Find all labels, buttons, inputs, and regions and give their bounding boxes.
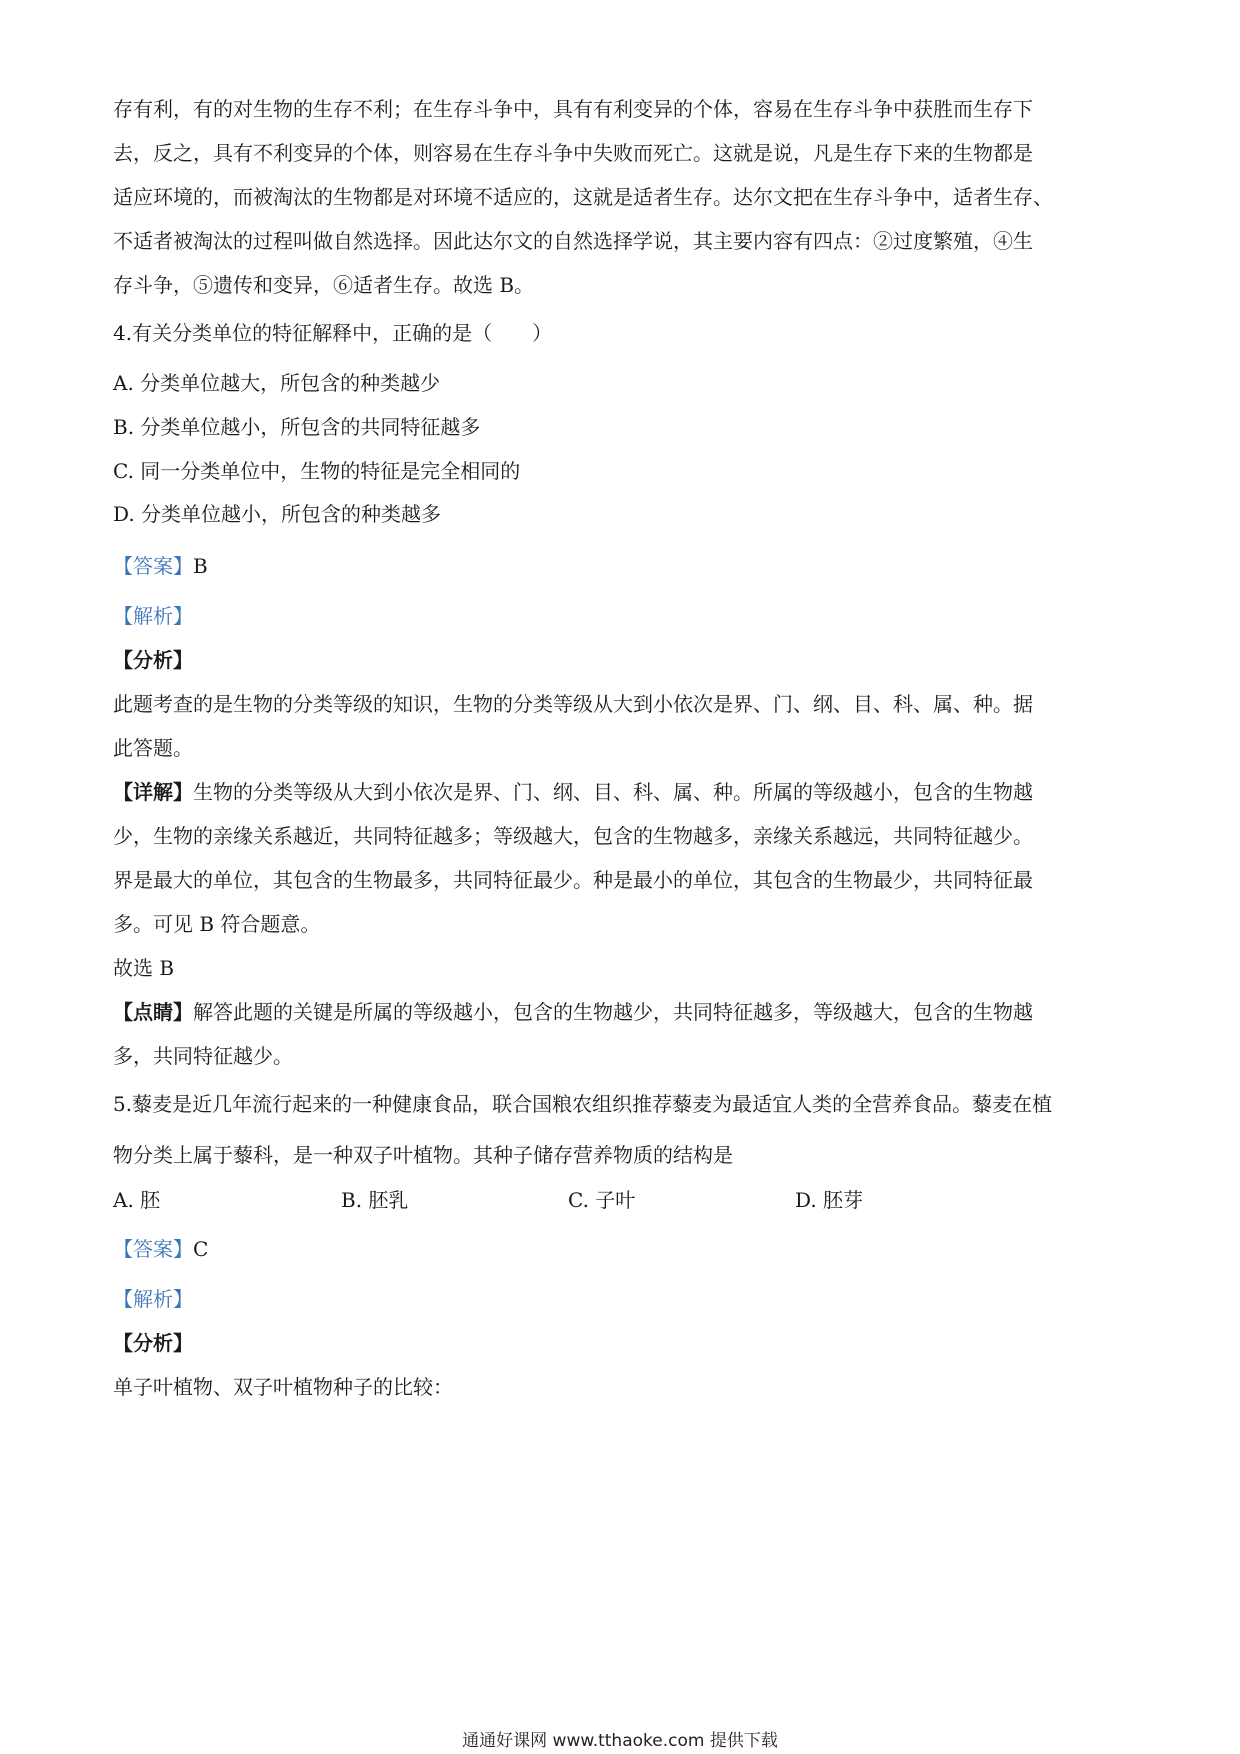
q5-fenxi-line: 单子叶植物、双子叶植物种子的比较：: [113, 1375, 453, 1399]
q4-option-b: B. 分类单位越小，所包含的共同特征越多: [113, 415, 481, 439]
q4-detail-line: [113, 779, 1033, 806]
q4-detail-line: 界是最大的单位，其包含的生物最多，共同特征最少。种是最小的单位，其包含的生物最少，共同特征最: [113, 868, 1033, 892]
intro-line: 存有利，有的对生物的生存不利；在生存斗争中，具有有利变异的个体，容易在生存斗争中获胜而生存下: [113, 97, 1033, 121]
q4-fenxi-tag: 【分析】: [113, 648, 193, 672]
q4-analysis-tag: 【解析】: [113, 604, 193, 628]
q4-answer: [113, 553, 208, 580]
answer-value: C: [193, 1237, 209, 1261]
q4-option-c: C. 同一分类单位中，生物的特征是完全相同的: [113, 459, 521, 483]
q4-detail-line: 少，生物的亲缘关系越近，共同特征越多；等级越大，包含的生物越多，亲缘关系越远，共同特征越少。: [113, 824, 1033, 848]
q5-analysis-tag: 【解析】: [113, 1287, 193, 1311]
tip-text: 解答此题的关键是所属的等级越小，包含的生物越少，共同特征越多，等级越大，包含的生物越: [193, 1000, 1033, 1024]
q5-fenxi-tag: 【分析】: [113, 1331, 193, 1355]
q4-option-a: A. 分类单位越大，所包含的种类越少: [113, 371, 441, 395]
intro-line: 去，反之，具有不利变异的个体，则容易在生存斗争中失败而死亡。这就是说，凡是生存下来的生物都是: [113, 141, 1033, 165]
page-footer: 通通好课网 www.tthaoke.com 提供下载: [462, 1731, 778, 1751]
question-5-stem: 5.藜麦是近几年流行起来的一种健康食品，联合国粮农组织推荐藜麦为最适宜人类的全营养食品。藜麦在植: [113, 1092, 1053, 1116]
q4-fenxi-line: 此题考查的是生物的分类等级的知识，生物的分类等级从大到小依次是界、门、纲、目、科、属、种。据: [113, 692, 1033, 716]
detail-tag: 【详解】: [113, 780, 193, 804]
question-5-stem: 物分类上属于藜科，是一种双子叶植物。其种子储存营养物质的结构是: [113, 1143, 733, 1167]
q5-option-b: B. 胚乳: [341, 1188, 409, 1212]
q4-fenxi-line: 此答题。: [113, 736, 193, 760]
q5-option-d: D. 胚芽: [795, 1188, 864, 1212]
q5-answer: [113, 1236, 208, 1263]
intro-line: 适应环境的，而被淘汰的生物都是对环境不适应的，这就是适者生存。达尔文把在生存斗争中，适者生存、: [113, 185, 1053, 209]
intro-line: 不适者被淘汰的过程叫做自然选择。因此达尔文的自然选择学说，其主要内容有四点：②过度繁殖，④生: [113, 229, 1033, 253]
q4-detail-line: 多。可见 B 符合题意。: [113, 912, 321, 936]
answer-tag: 【答案】: [113, 554, 193, 578]
answer-value: B: [193, 554, 208, 578]
q5-option-a: A. 胚: [113, 1188, 161, 1212]
q4-choose: 故选 B: [113, 956, 175, 980]
intro-line: 存斗争，⑤遗传和变异，⑥适者生存。故选 B。: [113, 273, 535, 297]
question-4-stem: 4.有关分类单位的特征解释中，正确的是（ ）: [113, 321, 553, 345]
q5-option-c: C. 子叶: [568, 1188, 636, 1212]
tip-tag: 【点睛】: [113, 1000, 193, 1024]
q4-tip-line: 多，共同特征越少。: [113, 1044, 293, 1068]
detail-text: 生物的分类等级从大到小依次是界、门、纲、目、科、属、种。所属的等级越小，包含的生物越: [193, 780, 1033, 804]
q4-option-d: D. 分类单位越小，所包含的种类越多: [113, 502, 442, 526]
answer-tag: 【答案】: [113, 1237, 193, 1261]
q4-tip-line: [113, 999, 1033, 1026]
